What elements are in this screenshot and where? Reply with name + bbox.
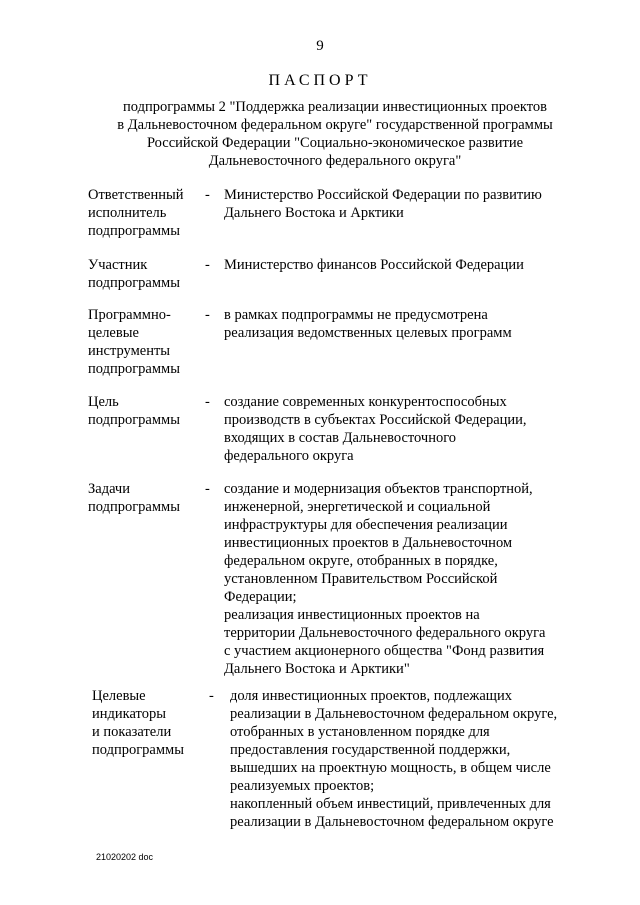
- value-line: доля инвестиционных проектов, подлежащих: [230, 688, 512, 704]
- label-line: подпрограммы: [88, 361, 180, 377]
- row-value: [224, 306, 574, 342]
- value-line: Дальнего Востока и Арктики": [224, 661, 410, 677]
- value-line: реализация инвестиционных проектов на: [224, 607, 480, 623]
- value-line: Дальнего Востока и Арктики: [224, 205, 404, 221]
- value-line: создание и модернизация объектов транспортной,: [224, 481, 533, 497]
- passport-title: ПАСПОРТ: [268, 72, 372, 89]
- page-number: 9: [316, 38, 324, 54]
- label-line: подпрограммы: [88, 275, 180, 291]
- label-line: целевые: [88, 325, 139, 341]
- value-line: реализации в Дальневосточном федеральном округе: [230, 814, 554, 830]
- value-line: установленном Правительством Российской: [224, 571, 498, 587]
- value-line: территории Дальневосточного федерального округа: [224, 625, 546, 641]
- label-line: инструменты: [88, 343, 171, 359]
- value-line: инфраструктуры для обеспечения реализации: [224, 517, 508, 533]
- row-dash: -: [205, 257, 210, 273]
- row-value: [224, 393, 574, 465]
- value-line: федеральном округе, отобранных в порядке,: [224, 553, 498, 569]
- value-line: реализация ведомственных целевых программ: [224, 325, 512, 341]
- row-dash: -: [209, 688, 214, 704]
- row-dash: -: [205, 307, 210, 323]
- row-label: [88, 256, 208, 292]
- footer-file-code: 21020202 doc: [96, 852, 154, 862]
- row-label: [88, 480, 208, 516]
- label-line: подпрограммы: [92, 742, 184, 758]
- value-line: реализации в Дальневосточном федеральном округе,: [230, 706, 558, 722]
- row-label: [88, 393, 208, 429]
- row-dash: -: [205, 187, 210, 203]
- value-line: в рамках подпрограммы не предусмотрена: [224, 307, 488, 323]
- label-line: подпрограммы: [88, 223, 180, 239]
- label-line: Задачи: [88, 481, 130, 497]
- row-label: [88, 186, 208, 240]
- label-line: подпрограммы: [88, 412, 180, 428]
- label-line: Участник: [88, 257, 148, 273]
- label-line: Программно-: [88, 307, 171, 323]
- value-line: реализуемых проектов;: [230, 778, 375, 794]
- value-line: входящих в состав Дальневосточного: [224, 430, 457, 446]
- value-line: накопленный объем инвестиций, привлеченных для: [230, 796, 551, 812]
- value-line: Министерство финансов Российской Федерации: [224, 257, 524, 273]
- value-line: отобранных в установленном порядке для: [230, 724, 490, 740]
- label-line: подпрограммы: [88, 499, 180, 515]
- value-line: инвестиционных проектов в Дальневосточном: [224, 535, 513, 551]
- subprogram-subtitle: [100, 98, 570, 170]
- subtitle-line: в Дальневосточном федеральном округе" государственной программы: [117, 117, 553, 133]
- value-line: предоставления государственной поддержки,: [230, 742, 511, 758]
- subtitle-line: Российской Федерации "Социально-экономическое развитие: [146, 135, 524, 151]
- label-line: исполнитель: [88, 205, 167, 221]
- row-dash: -: [205, 394, 210, 410]
- value-line: с участием акционерного общества "Фонд развития: [224, 643, 545, 659]
- subtitle-line: Дальневосточного федерального округа": [208, 153, 462, 169]
- label-line: Целевые: [92, 688, 146, 704]
- value-line: Министерство Российской Федерации по развитию: [224, 187, 542, 203]
- value-line: вышедших на проектную мощность, в общем числе: [230, 760, 551, 776]
- subtitle-line: подпрограммы 2 "Поддержка реализации инвестиционных проектов: [123, 99, 547, 115]
- row-value: [224, 480, 574, 678]
- label-line: Цель: [88, 394, 119, 410]
- label-line: и показатели: [92, 724, 172, 740]
- row-value: [230, 687, 580, 831]
- value-line: инженерной, энергетической и социальной: [224, 499, 491, 515]
- row-label: [88, 306, 208, 378]
- value-line: Федерации;: [224, 589, 297, 605]
- value-line: создание современных конкурентоспособных: [224, 394, 507, 410]
- row-value: [224, 186, 574, 222]
- value-line: производств в субъектах Российской Федерации,: [224, 412, 527, 428]
- row-value: [224, 256, 574, 274]
- value-line: федерального округа: [224, 448, 354, 464]
- row-dash: -: [205, 481, 210, 497]
- row-label: [92, 687, 212, 759]
- label-line: Ответственный: [88, 187, 184, 203]
- label-line: индикаторы: [92, 706, 166, 722]
